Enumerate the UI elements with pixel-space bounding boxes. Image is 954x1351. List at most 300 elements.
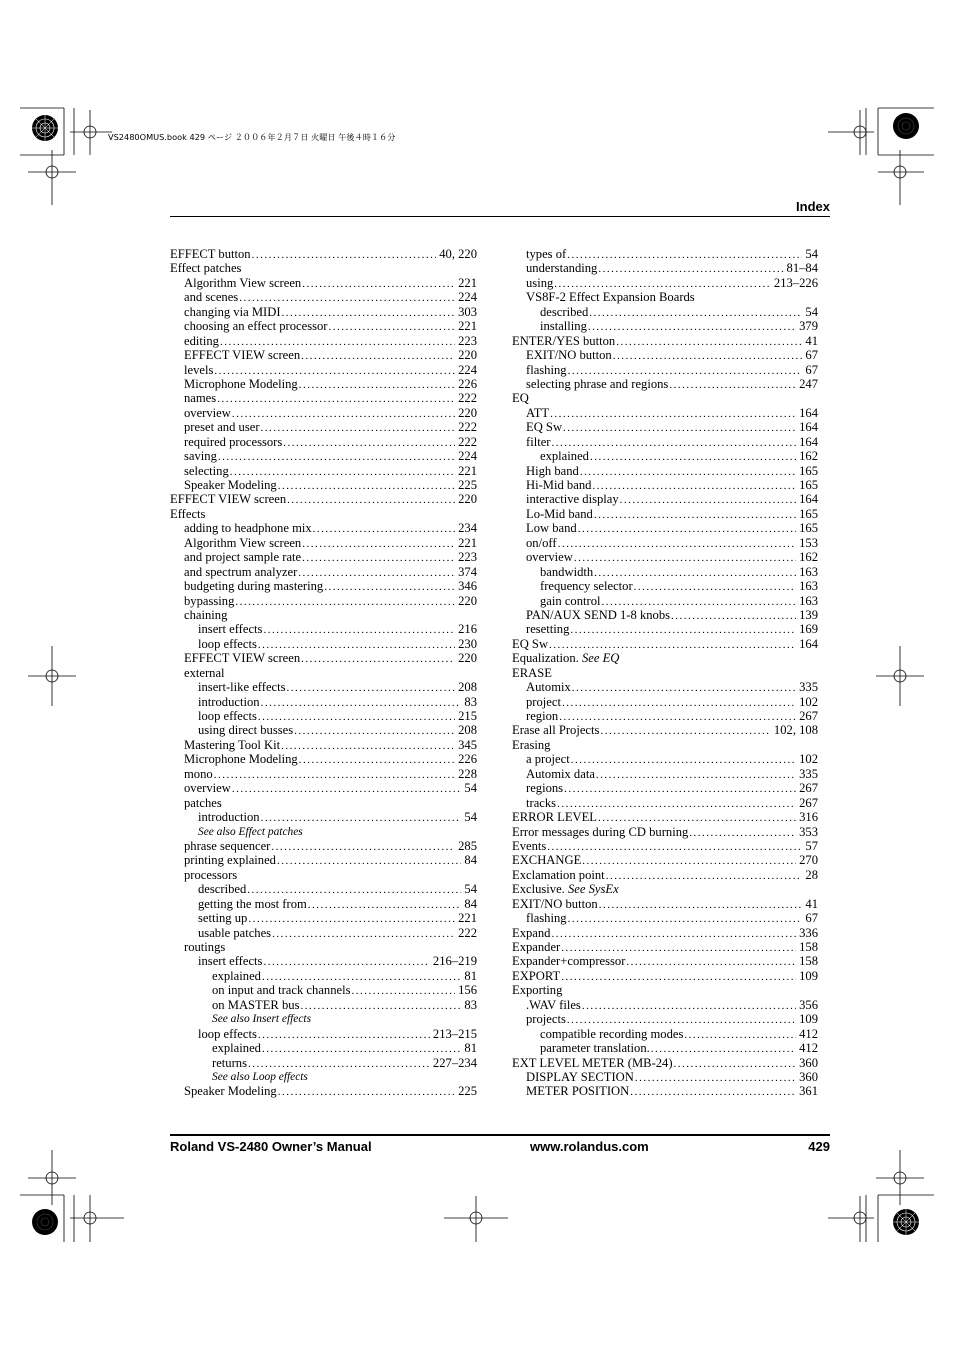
index-column-right bbox=[512, 247, 818, 1099]
page-reference: 225 bbox=[458, 478, 477, 492]
dot-leader bbox=[600, 724, 770, 738]
index-term: EXPORT bbox=[512, 968, 561, 983]
index-term: .WAV files bbox=[526, 997, 581, 1012]
page-reference: 228 bbox=[458, 766, 477, 781]
index-term: explained bbox=[212, 1041, 261, 1056]
index-term: ERROR LEVEL bbox=[512, 810, 598, 825]
index-term: on input and track channels bbox=[212, 983, 351, 998]
index-term: overview bbox=[184, 405, 231, 420]
index-term: required processors bbox=[184, 434, 283, 449]
index-entry bbox=[170, 594, 477, 608]
index-entry bbox=[170, 954, 477, 968]
page-reference: 222 bbox=[458, 925, 477, 940]
page-reference: 83 bbox=[464, 694, 477, 709]
dot-leader bbox=[562, 696, 796, 710]
page-reference: 83 bbox=[464, 997, 477, 1012]
dot-leader bbox=[262, 970, 461, 984]
page-reference: 227–234 bbox=[432, 1055, 477, 1070]
index-term: Microphone Modeling bbox=[184, 752, 298, 767]
dot-leader bbox=[252, 248, 437, 262]
index-term: chaining bbox=[184, 607, 228, 622]
dot-leader bbox=[684, 1028, 796, 1042]
dot-leader bbox=[559, 710, 796, 724]
index-entry bbox=[512, 940, 818, 954]
index-term: High band bbox=[526, 463, 579, 478]
dot-leader bbox=[313, 522, 455, 536]
page-reference: 220 bbox=[458, 348, 477, 363]
index-term: EFFECT VIEW screen bbox=[184, 651, 301, 666]
page-reference: 54 bbox=[805, 304, 818, 319]
index-term: on MASTER bus bbox=[212, 997, 300, 1012]
index-entry bbox=[512, 666, 818, 680]
dot-leader bbox=[287, 681, 456, 695]
dot-leader bbox=[567, 1013, 796, 1027]
index-entry bbox=[170, 738, 477, 752]
index-term: Hi-Mid band bbox=[526, 478, 592, 492]
index-term: patches bbox=[184, 795, 222, 810]
dot-leader bbox=[261, 696, 462, 710]
page-reference: 336 bbox=[799, 925, 818, 940]
index-entry bbox=[512, 247, 818, 261]
index-term: explained bbox=[212, 968, 261, 983]
index-term: VS8F-2 Effect Expansion Boards bbox=[526, 290, 695, 305]
page-reference: 234 bbox=[458, 521, 477, 536]
dot-leader bbox=[299, 378, 455, 392]
page-reference: 360 bbox=[799, 1055, 818, 1070]
dot-leader bbox=[248, 1057, 430, 1071]
index-term: See also Loop effects bbox=[212, 1070, 308, 1083]
dot-leader bbox=[283, 436, 455, 450]
dot-leader bbox=[300, 999, 461, 1013]
index-entry bbox=[512, 882, 818, 896]
dot-leader bbox=[590, 450, 796, 464]
index-entry bbox=[512, 406, 818, 420]
dot-leader bbox=[261, 811, 462, 825]
index-entry bbox=[170, 464, 477, 478]
page-reference: 222 bbox=[458, 434, 477, 449]
index-term: Automix data bbox=[526, 766, 595, 781]
dot-leader bbox=[564, 782, 796, 796]
dot-leader bbox=[574, 551, 796, 565]
dot-leader bbox=[568, 364, 803, 378]
dot-leader bbox=[299, 753, 455, 767]
dot-leader bbox=[572, 681, 796, 695]
index-term: using bbox=[526, 275, 554, 290]
dot-leader bbox=[220, 335, 455, 349]
index-entry bbox=[512, 680, 818, 694]
page-reference: 220 bbox=[458, 405, 477, 420]
dot-leader bbox=[594, 508, 796, 522]
dot-leader bbox=[568, 912, 803, 926]
index-term: mono bbox=[184, 766, 213, 781]
index-term: Lo-Mid band bbox=[526, 506, 593, 521]
page-reference: 360 bbox=[799, 1069, 818, 1084]
dot-leader bbox=[588, 320, 796, 334]
index-entry bbox=[512, 478, 818, 492]
index-term: insert effects bbox=[198, 622, 263, 637]
page-reference: 353 bbox=[799, 824, 818, 839]
page-reference: 224 bbox=[458, 449, 477, 464]
index-term: processors bbox=[184, 867, 238, 882]
index-entry bbox=[170, 363, 477, 377]
page-reference: 162 bbox=[799, 550, 818, 565]
dot-leader bbox=[218, 450, 455, 464]
index-term: EXT LEVEL METER (MB-24) bbox=[512, 1055, 673, 1070]
see-reference: See EQ bbox=[581, 651, 620, 666]
index-term: METER POSITION bbox=[526, 1084, 630, 1099]
page-reference: 220 bbox=[458, 593, 477, 608]
dot-leader bbox=[302, 551, 455, 565]
page-reference: 226 bbox=[458, 752, 477, 767]
index-entry bbox=[512, 651, 818, 665]
index-entry bbox=[170, 810, 477, 824]
index-entry bbox=[170, 550, 477, 564]
index-entry bbox=[170, 290, 477, 304]
index-entry bbox=[170, 492, 477, 506]
index-term: bypassing bbox=[184, 593, 235, 608]
index-term: compatible recording modes bbox=[540, 1026, 684, 1041]
index-term: described bbox=[198, 882, 247, 897]
index-term: PAN/AUX SEND 1-8 knobs bbox=[526, 607, 671, 622]
index-entry bbox=[512, 926, 818, 940]
dot-leader bbox=[287, 493, 455, 507]
index-term: changing via MIDI bbox=[184, 304, 281, 319]
index-entry bbox=[512, 825, 818, 839]
index-term: printing explained bbox=[184, 853, 276, 868]
index-entry bbox=[512, 709, 818, 723]
index-term: EQ Sw bbox=[526, 420, 563, 435]
index-term: understanding bbox=[526, 261, 598, 276]
index-entry bbox=[170, 723, 477, 737]
page-reference: 412 bbox=[799, 1026, 818, 1041]
dot-leader bbox=[674, 1057, 797, 1071]
page-reference: 222 bbox=[458, 420, 477, 435]
index-entry bbox=[170, 998, 477, 1012]
index-term: loop effects bbox=[198, 709, 257, 723]
page-reference: 164 bbox=[799, 420, 818, 435]
dot-leader bbox=[599, 898, 803, 912]
page-reference: 164 bbox=[799, 492, 818, 507]
header-rule bbox=[170, 216, 830, 217]
page-reference: 374 bbox=[458, 564, 477, 579]
page-reference: 221 bbox=[458, 911, 477, 926]
index-entry bbox=[170, 839, 477, 853]
index-entry bbox=[170, 911, 477, 925]
dot-leader bbox=[602, 595, 797, 609]
index-term: insert-like effects bbox=[198, 680, 286, 695]
index-term: bandwidth bbox=[540, 564, 594, 579]
page-reference: 267 bbox=[799, 781, 818, 796]
index-entry bbox=[170, 536, 477, 550]
index-term: getting the most from bbox=[198, 896, 307, 911]
page-reference: 109 bbox=[799, 1012, 818, 1027]
page-reference: 165 bbox=[799, 463, 818, 478]
index-entry bbox=[170, 276, 477, 290]
page-reference: 412 bbox=[799, 1041, 818, 1056]
dot-leader bbox=[258, 1028, 430, 1042]
page-reference: 169 bbox=[799, 622, 818, 637]
index-entry bbox=[512, 435, 818, 449]
index-entry bbox=[512, 305, 818, 319]
index-entry bbox=[170, 926, 477, 940]
index-entry bbox=[512, 348, 818, 362]
index-entry bbox=[512, 420, 818, 434]
page-reference: 224 bbox=[458, 290, 477, 305]
index-term: Speaker Modeling bbox=[184, 478, 277, 492]
index-term: EFFECT VIEW screen bbox=[184, 348, 301, 363]
index-term: Equalization. bbox=[512, 651, 579, 666]
index-term: Effects bbox=[170, 506, 206, 521]
page-reference: 222 bbox=[458, 391, 477, 406]
index-term: flashing bbox=[526, 911, 567, 926]
dot-leader bbox=[558, 537, 797, 551]
index-term: setting up bbox=[198, 911, 248, 926]
page-reference: 163 bbox=[799, 564, 818, 579]
index-entry bbox=[512, 695, 818, 709]
index-entry bbox=[512, 550, 818, 564]
page-reference: 335 bbox=[799, 766, 818, 781]
page-reference: 164 bbox=[799, 405, 818, 420]
page-reference: 223 bbox=[458, 550, 477, 565]
index-entry bbox=[170, 319, 477, 333]
dot-leader bbox=[547, 840, 802, 854]
index-entry bbox=[170, 796, 477, 810]
dot-leader bbox=[613, 349, 803, 363]
index-term: Automix bbox=[526, 680, 571, 695]
index-entry bbox=[170, 478, 477, 492]
page-reference: 139 bbox=[799, 607, 818, 622]
index-term: using direct busses bbox=[198, 723, 294, 738]
dot-leader bbox=[281, 739, 455, 753]
dot-leader bbox=[630, 1085, 796, 1099]
index-term: frequency selector bbox=[540, 579, 633, 594]
page-reference: 54 bbox=[805, 247, 818, 261]
index-term: ENTER/YES button bbox=[512, 333, 616, 348]
page-reference: 54 bbox=[464, 882, 477, 897]
dot-leader bbox=[571, 753, 796, 767]
page-reference: 165 bbox=[799, 521, 818, 536]
index-term: Effect patches bbox=[170, 261, 242, 276]
index-term: regions bbox=[526, 781, 564, 796]
index-term: introduction bbox=[198, 694, 260, 709]
index-term: parameter translation. bbox=[540, 1041, 650, 1056]
page-reference: 102 bbox=[799, 752, 818, 767]
index-entry bbox=[170, 825, 477, 839]
index-term: preset and user bbox=[184, 420, 260, 435]
dot-leader bbox=[214, 768, 455, 782]
index-entry bbox=[170, 637, 477, 651]
page-number: 429 bbox=[808, 1139, 830, 1154]
dot-leader bbox=[606, 869, 803, 883]
index-term: EFFECT VIEW screen bbox=[170, 492, 287, 507]
index-term: EXIT/NO button bbox=[512, 896, 598, 911]
index-entry bbox=[170, 1084, 477, 1098]
dot-leader bbox=[282, 306, 456, 320]
index-entry bbox=[170, 579, 477, 593]
page-reference: 81–84 bbox=[786, 261, 818, 276]
index-entry bbox=[512, 622, 818, 636]
index-term: a project bbox=[526, 752, 570, 767]
index-entry bbox=[170, 709, 477, 723]
index-entry bbox=[512, 1070, 818, 1084]
index-entry bbox=[512, 839, 818, 853]
index-entry bbox=[170, 767, 477, 781]
index-term: saving bbox=[184, 449, 217, 464]
page-reference: 84 bbox=[464, 896, 477, 911]
dot-leader bbox=[578, 522, 796, 536]
dot-leader bbox=[594, 566, 796, 580]
dot-leader bbox=[616, 335, 802, 349]
page-reference: 165 bbox=[799, 478, 818, 492]
page-reference: 221 bbox=[458, 463, 477, 478]
page-reference: 54 bbox=[464, 781, 477, 796]
index-entry bbox=[512, 290, 818, 304]
index-entry bbox=[512, 608, 818, 622]
dot-leader bbox=[261, 421, 456, 435]
page-reference: 220 bbox=[458, 492, 477, 507]
index-entry bbox=[170, 1070, 477, 1084]
index-term: overview bbox=[526, 550, 573, 565]
index-term: ERASE bbox=[512, 665, 552, 680]
index-term: Algorithm View screen bbox=[184, 535, 302, 550]
index-entry bbox=[170, 406, 477, 420]
dot-leader bbox=[248, 912, 455, 926]
index-term: projects bbox=[526, 1012, 566, 1027]
page-reference: 28 bbox=[805, 867, 818, 882]
index-column-left bbox=[170, 247, 477, 1099]
index-entry bbox=[170, 521, 477, 535]
index-entry bbox=[512, 319, 818, 333]
index-term: Mastering Tool Kit bbox=[184, 737, 281, 752]
index-term: Events bbox=[512, 838, 547, 853]
index-term: See also Insert effects bbox=[212, 1013, 312, 1026]
dot-leader bbox=[263, 623, 455, 637]
index-term: resetting bbox=[526, 622, 570, 637]
page-reference: 164 bbox=[799, 434, 818, 449]
dot-leader bbox=[262, 1042, 461, 1056]
index-term: names bbox=[184, 391, 217, 406]
index-entry bbox=[170, 1012, 477, 1026]
index-entry bbox=[170, 1027, 477, 1041]
index-term: selecting bbox=[184, 463, 229, 478]
page-reference: 153 bbox=[799, 535, 818, 550]
dot-leader bbox=[554, 277, 771, 291]
index-entry bbox=[512, 507, 818, 521]
page-reference: 165 bbox=[799, 506, 818, 521]
page-reference: 221 bbox=[458, 535, 477, 550]
page-reference: 223 bbox=[458, 333, 477, 348]
index-term: EXIT/NO button bbox=[526, 348, 612, 363]
index-term: types of bbox=[526, 247, 567, 261]
page-reference: 224 bbox=[458, 362, 477, 377]
page-reference: 102, 108 bbox=[773, 723, 818, 738]
page-reference: 81 bbox=[464, 1041, 477, 1056]
index-term: See also Effect patches bbox=[198, 825, 303, 838]
dot-leader bbox=[329, 320, 456, 334]
index-entry bbox=[512, 738, 818, 752]
dot-leader bbox=[626, 955, 796, 969]
index-term: and spectrum analyzer bbox=[184, 564, 298, 579]
index-term: EXCHANGE bbox=[512, 853, 582, 868]
index-entry bbox=[512, 536, 818, 550]
dot-leader bbox=[263, 955, 429, 969]
page-reference: 156 bbox=[458, 983, 477, 998]
see-reference: See SysEx bbox=[567, 882, 619, 897]
index-entry bbox=[170, 348, 477, 362]
index-entry bbox=[170, 781, 477, 795]
page-reference: 40, 220 bbox=[439, 247, 477, 261]
index-term: overview bbox=[184, 781, 231, 796]
dot-leader bbox=[232, 782, 462, 796]
page-reference: 216–219 bbox=[432, 954, 477, 969]
dot-leader bbox=[598, 811, 796, 825]
index-entry bbox=[512, 377, 818, 391]
index-entry bbox=[512, 796, 818, 810]
dot-leader bbox=[689, 826, 796, 840]
index-entry bbox=[170, 608, 477, 622]
index-entry bbox=[170, 680, 477, 694]
index-entry bbox=[170, 334, 477, 348]
index-entry bbox=[512, 911, 818, 925]
dot-leader bbox=[635, 1071, 796, 1085]
page-reference: 67 bbox=[805, 348, 818, 363]
index-term: levels bbox=[184, 362, 214, 377]
index-entry bbox=[170, 882, 477, 896]
index-term: returns bbox=[212, 1055, 247, 1070]
index-term: and scenes bbox=[184, 290, 239, 305]
index-entry bbox=[512, 594, 818, 608]
dot-leader bbox=[669, 378, 796, 392]
dot-leader bbox=[302, 537, 455, 551]
dot-leader bbox=[596, 768, 796, 782]
index-entry bbox=[512, 565, 818, 579]
index-term: budgeting during mastering bbox=[184, 579, 324, 594]
page-reference: 41 bbox=[805, 333, 818, 348]
index-term: EFFECT button bbox=[170, 247, 251, 261]
index-entry bbox=[170, 565, 477, 579]
page-reference: 158 bbox=[799, 940, 818, 954]
index-entry bbox=[512, 983, 818, 997]
index-entry bbox=[170, 305, 477, 319]
page-reference: 267 bbox=[799, 709, 818, 723]
page-reference: 215 bbox=[458, 709, 477, 723]
index-entry bbox=[512, 363, 818, 377]
page-reference: 303 bbox=[458, 304, 477, 319]
page-reference: 57 bbox=[805, 838, 818, 853]
index-term: gain control bbox=[540, 593, 601, 608]
page-reference: 41 bbox=[805, 896, 818, 911]
dot-leader bbox=[278, 1085, 455, 1099]
index-entry bbox=[170, 377, 477, 391]
page-reference: 335 bbox=[799, 680, 818, 695]
dot-leader bbox=[302, 277, 455, 291]
dot-leader bbox=[561, 970, 796, 984]
index-entry bbox=[512, 767, 818, 781]
dot-leader bbox=[582, 999, 796, 1013]
dot-leader bbox=[671, 609, 796, 623]
index-entry bbox=[512, 492, 818, 506]
dot-leader bbox=[551, 436, 796, 450]
dot-leader bbox=[232, 407, 455, 421]
index-term: on/off bbox=[526, 535, 557, 550]
index-entry bbox=[170, 507, 477, 521]
index-entry bbox=[512, 969, 818, 983]
index-term: tracks bbox=[526, 795, 557, 810]
dot-leader bbox=[589, 306, 802, 320]
index-term: interactive display bbox=[526, 492, 619, 507]
index-term: Expander+compressor bbox=[512, 954, 626, 969]
dot-leader bbox=[563, 421, 796, 435]
